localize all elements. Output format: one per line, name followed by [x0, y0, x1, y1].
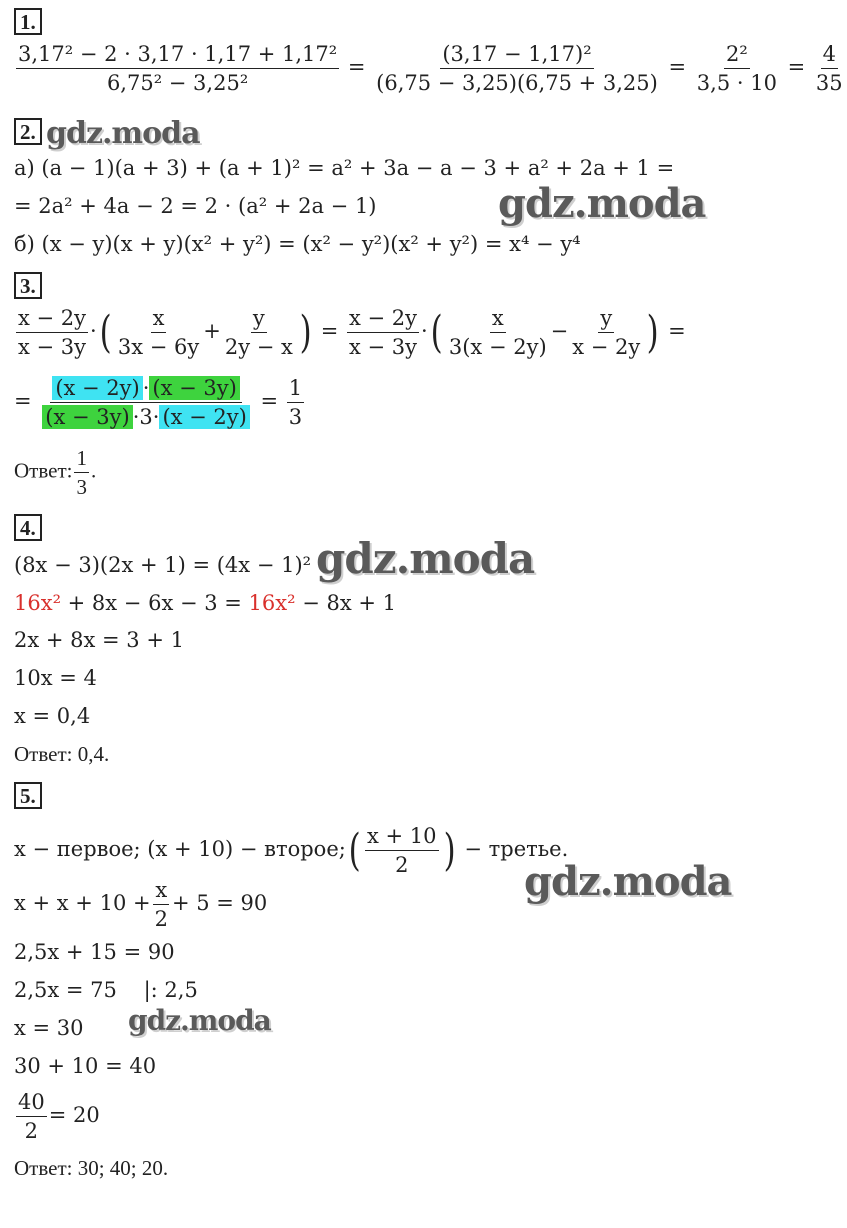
- fraction: $\frac{\text{2²}}{3,5 \cdot 10}$: [696, 42, 777, 96]
- problem-4-answer: Ответ: 0,4.: [14, 742, 110, 766]
- problem-4-number: 4.: [14, 514, 42, 541]
- watermark: gdz.moda: [46, 116, 200, 151]
- problem-4-line-2: 16x² + 8x − 6x − 3 = 16x² − 8x + 1: [14, 591, 396, 615]
- watermark: gdz.moda: [316, 534, 535, 583]
- problem-2-line-b: б) (x − y)(x + y)(x² + y²) = (x² − y²)(x² + y²) = x⁴ − y⁴: [14, 232, 581, 256]
- problem-5-line-6: 30 + 10 = 40: [14, 1054, 157, 1078]
- problem-5-line-5: x = 30: [14, 1016, 84, 1040]
- problem-4-line-1: (8x − 3)(2x + 1) = (4x − 1)²: [14, 553, 312, 577]
- problem-5-line-3: 2,5x + 15 = 90: [14, 940, 175, 964]
- problem-4-line-4: 10x = 4: [14, 666, 97, 690]
- fraction: $\frac{\text{(3,17 − 1,17)²}}{(6,75 - 3,25)(6,75 + 3,25)}$: [376, 42, 658, 96]
- problem-5-number: 5.: [14, 782, 42, 809]
- problem-2-number: 2.: [14, 118, 42, 145]
- problem-3-line-1: $\frac{x - 2y}{x - 3y}$ ·( $\frac{x}{3x - 6y}$ + $\frac{y}{2y - x}$ ) = $\frac{x - 2y}{x - 3y}$ ·( $\frac{x}{3(x - 2y)}$ − $\frac{y}{x - 2y}$ ) =: [18, 306, 686, 360]
- problem-3-number: 3.: [14, 272, 42, 299]
- problem-5-line-2: x + x + 10 + $\frac{x}{2}$ + 5 = 90: [14, 878, 268, 932]
- problem-1-number: 1.: [14, 8, 42, 35]
- problem-2-line-a2: = 2a² + 4a − 2 = 2 · (a² + 2a − 1): [14, 194, 377, 218]
- problem-5-line-4: 2,5x = 75 |: 2,5: [14, 978, 198, 1002]
- problem-3-answer: Ответ: $\frac{1}{3}$ .: [14, 446, 97, 500]
- problem-4-line-5: x = 0,4: [14, 704, 91, 728]
- problem-5-line-7: $\frac{40}{2}$ = 20: [18, 1090, 100, 1144]
- watermark: gdz.moda: [498, 180, 706, 227]
- problem-2-line-a1: а) (a − 1)(a + 3) + (a + 1)² = a² + 3a − a − 3 + a² + 2a + 1 =: [14, 156, 675, 180]
- fraction: $\frac{4}{35}$: [815, 42, 843, 96]
- problem-5-line-1: x − первое; (x + 10) − второе;( $\frac{x + 10}{2}$ ) − третье.: [14, 824, 569, 878]
- watermark: gdz.moda: [524, 858, 732, 905]
- problem-1-expression: $\frac{\text{3,17² − 2 · 3,17 · 1,17 + 1,17²}}{\text{6,75² − 3,25²}}$ = $\frac{\text{(3,17 − 1,17)²}}{(6,75 - 3,25)(6,75 + 3,25)}$ = $\frac{\text{2²}}{3,5 \cdot 10}$ = $\frac{4}{35}$: [18, 42, 843, 96]
- problem-4-line-3: 2x + 8x = 3 + 1: [14, 628, 184, 652]
- watermark: gdz.moda: [128, 1004, 271, 1037]
- problem-5-answer: Ответ: 30; 40; 20.: [14, 1156, 169, 1180]
- fraction: $\frac{\text{3,17² − 2 · 3,17 · 1,17 + 1,17²}}{\text{6,75² − 3,25²}}$: [18, 42, 338, 96]
- problem-3-line-2: = $\frac{(x - 2y) \cdot (x - 3y)}{(x - 3y) \cdot 3\cdot (x - 2y)}$ = $\frac{1}{3}$: [14, 376, 303, 430]
